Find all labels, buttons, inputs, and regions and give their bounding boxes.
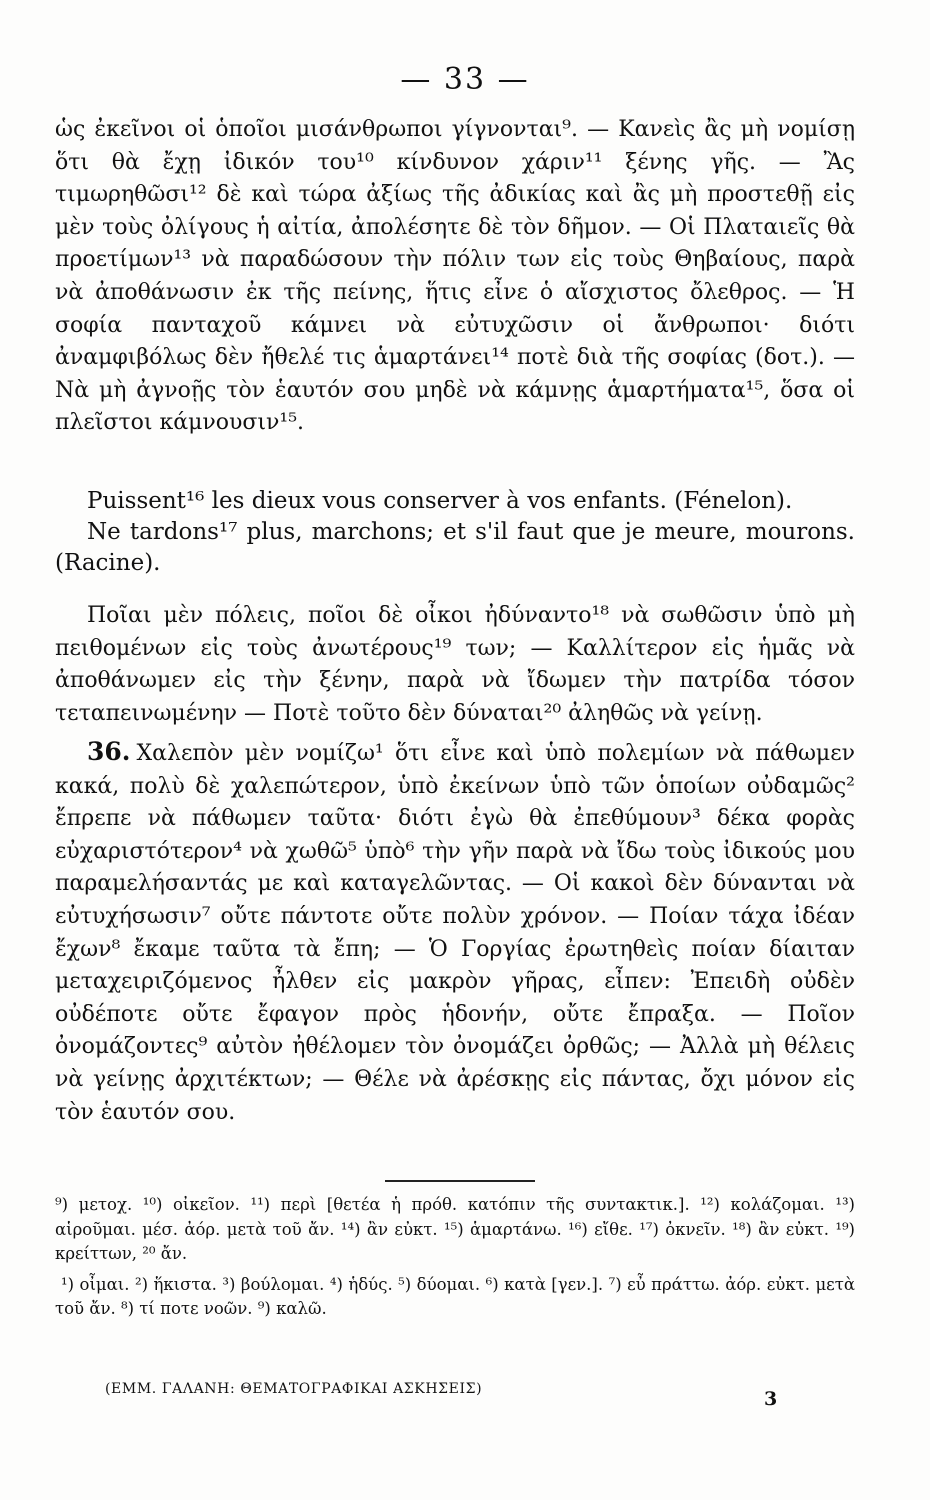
footnote-group: ¹) οἶμαι. ²) ἥκιστα. ³) βούλομαι. ⁴) ἡδύς. ⁵) δύομαι. ⁶) κατὰ [γεν.]. ⁷) εὖ πράττω. ἀόρ. εὐκτ. μετὰ τοῦ ἄν. ⁸) τί ποτε νοῶν. ⁹) καλῶ.	[55, 1274, 855, 1318]
paragraph	[55, 736, 855, 1129]
paragraph: Puissent¹⁶ les dieux vous conserver à vos enfants. (Fénelon).	[87, 488, 793, 514]
greek-exercise-block-top	[55, 114, 855, 440]
printer-signature-mark: 3	[764, 1388, 778, 1410]
paragraph: Ποῖαι μὲν πόλεις, ποῖοι δὲ οἶκοι ἠδύναντο¹⁸ νὰ σωθῶσιν ὑπὸ μὴ πειθομένων εἰς τοὺς ἀνωτέρους¹⁹ των; — Καλλίτερον εἰς ἡμᾶς νὰ ἀποθάνωμεν εἰς τὴν ξένην, παρὰ νὰ ἴδωμεν τὴν πατρίδα τόσον τεταπεινωμένην — Ποτὲ τοῦτο δὲν δύναται²⁰ ἀληθῶς νὰ γείνῃ.	[55, 603, 855, 726]
page-number: — 33 —	[400, 62, 530, 97]
footnote-divider	[385, 1180, 535, 1182]
footnotes	[55, 1193, 855, 1322]
greek-exercise-block-middle	[55, 600, 855, 730]
section-text: Χαλεπὸν μὲν νομίζω¹ ὅτι εἶνε καὶ ὑπὸ πολεμίων νὰ πάθωμεν κακά, πολὺ δὲ χαλεπώτερον, ὑπὸ ἐκείνων ὑπὸ τῶν ὁποίων οὐδαμῶς² ἔπρεπε νὰ πάθωμεν ταῦτα· διότι ἐγὼ θὰ ἐπεθύμουν³ δέκα φορὰς εὐχαριστότερον⁴ νὰ χωθῶ⁵ ὑπὸ⁶ τὴν γῆν παρὰ νὰ ἴδω τοὺς ἰδικούς μου παραμελήσαντάς με καὶ καταγελῶντας. — Οἱ κακοὶ δὲν δύνανται νὰ εὐτυχήσωσιν⁷ οὔτε πάντοτε οὔτε πολὺν χρόνον. — Ποίαν τάχα ἰδέαν ἔχων⁸ ἔκαμε ταῦτα τὰ ἔπη; — Ὁ Γοργίας ἐρωτηθεὶς ποίαν δίαιταν μεταχειριζόμενος ἦλθεν εἰς μακρὸν γῆρας, εἶπεν: Ἐπειδὴ οὐδὲν οὐδέποτε οὔτε ἔφαγον πρὸς ἡδονήν, οὔτε ἔπραξα. — Ποῖον ὀνομάζοντες⁹ αὐτὸν ἠθέλομεν τὸν ὀνομάζει ὀρθῶς; — Ἀλλὰ μὴ θέλεις νὰ γείνῃς ἀρχιτέκτων; — Θέλε νὰ ἀρέσκῃς εἰς πάντας, ὄχι μόνον εἰς τὸν ἑαυτόν σου.	[55, 741, 855, 1125]
section-number: 36.	[87, 737, 131, 766]
paragraph: Ne tardons¹⁷ plus, marchons; et s'il faut que je meure, mourons. (Racine).	[55, 519, 855, 576]
footnote-group: ⁹) μετοχ. ¹⁰) οἰκεῖον. ¹¹) περὶ [θετέα ἡ πρόθ. κατόπιν τῆς συντακτικ.]. ¹²) κολάζομαι. ¹³) αἱροῦμαι. μέσ. ἀόρ. μετὰ τοῦ ἄν. ¹⁴) ἂν εὐκτ. ¹⁵) ἁμαρτάνω. ¹⁶) εἴθε. ¹⁷) ὀκνεῖν. ¹⁸) ἂν εὐκτ. ¹⁹) κρείττων, ²⁰ ἄν.	[55, 1195, 855, 1263]
exercise-section-36	[55, 736, 855, 1129]
book-imprint: (ΕΜΜ. ΓΑΛΑΝΗ: ΘΕΜΑΤΟΓΡΑΦΙΚΑΙ ΑΣΚΗΣΕΙΣ)	[105, 1381, 483, 1397]
paragraph: ὡς ἐκεῖνοι οἱ ὁποῖοι μισάνθρωποι γίγνονται⁹. — Κανεὶς ἂς μὴ νομίσῃ ὅτι θὰ ἔχῃ ἰδικόν του¹⁰ κίνδυνον χάριν¹¹ ξένης γῆς. — Ἂς τιμωρηθῶσι¹² δὲ καὶ τώρα ἀξίως τῆς ἀδικίας καὶ ἂς μὴ προστεθῇ εἰς μὲν τοὺς ὀλίγους ἡ αἰτία, ἀπολέσητε δὲ τὸν δῆμον. — Οἱ Πλαταιεῖς θὰ προετίμων¹³ νὰ παραδώσουν τὴν πόλιν των εἰς τοὺς Θηβαίους, παρὰ νὰ ἀποθάνωσιν ἐκ τῆς πείνης, ἥτις εἶνε ὁ αἴσχιστος ὄλεθρος. — Ἡ σοφία πανταχοῦ κάμνει νὰ εὐτυχῶσιν οἱ ἄνθρωποι· διότι ἀναμφιβόλως δὲν ἤθελέ τις ἁμαρτάνει¹⁴ ποτὲ διὰ τῆς σοφίας (δοτ.). — Νὰ μὴ ἀγνοῇς τὸν ἑαυτόν σου μηδὲ νὰ κάμνῃς ἁμαρτήματα¹⁵, ὅσα οἱ πλεῖστοι κάμνουσιν¹⁵.	[55, 117, 855, 436]
french-exercise-block	[55, 486, 855, 579]
